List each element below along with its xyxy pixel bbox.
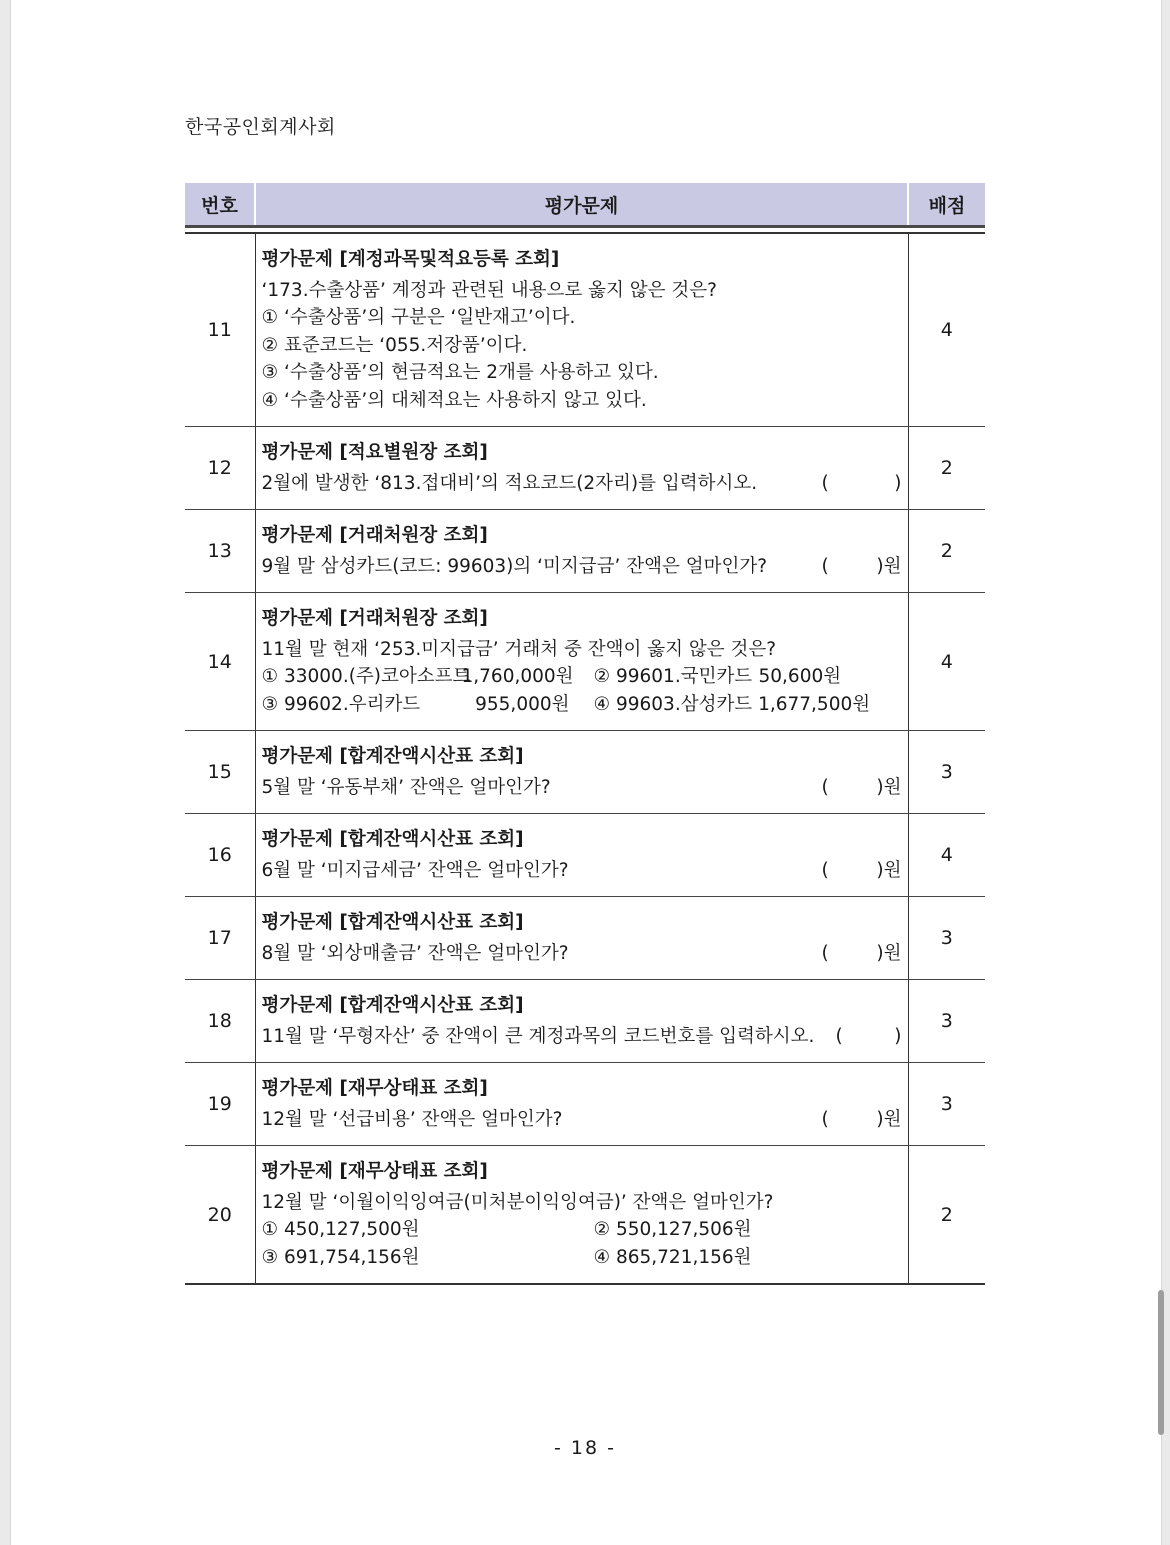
- question-points: 3: [908, 1063, 985, 1146]
- question-title: 평가문제 [합계잔액시산표 조회]: [261, 746, 524, 767]
- header-points: 배점: [908, 183, 985, 227]
- header-question: 평가문제: [255, 183, 908, 227]
- question-text: 12월 말 ‘선급비용’ 잔액은 얼마인가?: [261, 1108, 563, 1130]
- option-1: ① 450,127,500원: [261, 1219, 420, 1240]
- question-text: 8월 말 ‘외상매출금’ 잔액은 얼마인가?: [261, 942, 569, 964]
- question-title: 평가문제 [합계잔액시산표 조회]: [261, 995, 524, 1016]
- question-points: 2: [908, 1146, 985, 1285]
- question-title: 평가문제 [재무상태표 조회]: [261, 1161, 488, 1182]
- table-row: [185, 814, 985, 897]
- table-row: [185, 593, 985, 731]
- option-4: ④ ‘수출상품’의 대체적요는 사용하지 않고 있다.: [261, 389, 647, 411]
- question-points: 2: [908, 510, 985, 593]
- option-1: ① 33000.(주)코아소프트1,760,000원: [261, 666, 574, 687]
- question-cell: [255, 1146, 908, 1285]
- question-points: 4: [908, 814, 985, 897]
- question-points: 4: [908, 593, 985, 731]
- question-points: 3: [908, 731, 985, 814]
- question-cell: [255, 980, 908, 1063]
- option-4: ④ 99603.삼성카드 1,677,500원: [593, 693, 871, 715]
- table-row: [185, 427, 985, 510]
- question-text: 6월 말 ‘미지급세금’ 잔액은 얼마인가?: [261, 859, 569, 881]
- table-row: [185, 1063, 985, 1146]
- question-text: 12월 말 ‘이월이익잉여금(미처분이익잉여금)’ 잔액은 얼마인가?: [261, 1191, 774, 1213]
- answer-blank[interactable]: ( )원: [821, 776, 902, 798]
- question-cell: [255, 731, 908, 814]
- question-cell: [255, 510, 908, 593]
- question-text: 2월에 발생한 ‘813.접대비’의 적요코드(2자리)를 입력하시오.: [261, 472, 758, 494]
- page-number: - 18 -: [554, 1437, 616, 1459]
- question-number: 15: [185, 731, 255, 814]
- question-text: 11월 말 현재 ‘253.미지급금’ 거래처 중 잔액이 옳지 않은 것은?: [261, 638, 777, 660]
- question-text: 5월 말 ‘유동부채’ 잔액은 얼마인가?: [261, 776, 551, 798]
- question-number: 17: [185, 897, 255, 980]
- question-cell: [255, 233, 908, 427]
- question-number: 18: [185, 980, 255, 1063]
- question-cell: [255, 1063, 908, 1146]
- question-number: 14: [185, 593, 255, 731]
- table-row: [185, 510, 985, 593]
- question-number: 12: [185, 427, 255, 510]
- table-row: [185, 233, 985, 427]
- table-row: [185, 731, 985, 814]
- option-2: ② 550,127,506원: [593, 1219, 752, 1240]
- scrollbar-thumb[interactable]: [1158, 1290, 1164, 1435]
- organization-name: 한국공인회계사회: [185, 116, 336, 138]
- option-3: ③ 99602.우리카드 955,000원: [261, 693, 570, 715]
- question-cell: [255, 593, 908, 731]
- option-3: ③ ‘수출상품’의 현금적요는 2개를 사용하고 있다.: [261, 362, 659, 383]
- option-1: ① ‘수출상품’의 구분은 ‘일반재고’이다.: [261, 307, 576, 328]
- question-points: 3: [908, 980, 985, 1063]
- question-number: 11: [185, 233, 255, 427]
- table-row: [185, 1146, 985, 1285]
- question-cell: [255, 427, 908, 510]
- question-points: 3: [908, 897, 985, 980]
- question-title: 평가문제 [재무상태표 조회]: [261, 1078, 488, 1099]
- answer-blank[interactable]: ( )원: [821, 555, 902, 577]
- question-cell: [255, 814, 908, 897]
- answer-blank[interactable]: ( )원: [821, 1108, 902, 1130]
- question-cell: [255, 897, 908, 980]
- question-title: 평가문제 [계정과목및적요등록 조회]: [261, 249, 560, 270]
- option-2: ② 99601.국민카드 50,600원: [593, 666, 842, 687]
- option-2: ② 표준코드는 ‘055.저장품’이다.: [261, 334, 528, 356]
- table-row: [185, 897, 985, 980]
- question-number: 20: [185, 1146, 255, 1285]
- question-table: [185, 183, 985, 1285]
- question-title: 평가문제 [거래처원장 조회]: [261, 608, 488, 629]
- question-points: 4: [908, 233, 985, 427]
- question-text: ‘173.수출상품’ 계정과 관련된 내용으로 옳지 않은 것은?: [261, 279, 717, 301]
- question-number: 16: [185, 814, 255, 897]
- option-3: ③ 691,754,156원: [261, 1246, 420, 1268]
- answer-blank[interactable]: ( )원: [821, 859, 902, 881]
- header-number: 번호: [185, 183, 255, 227]
- option-4: ④ 865,721,156원: [593, 1246, 752, 1268]
- question-text: 11월 말 ‘무형자산’ 중 잔액이 큰 계정과목의 코드번호를 입력하시오.: [261, 1025, 815, 1047]
- table-row: [185, 980, 985, 1063]
- answer-blank[interactable]: ( ): [835, 1025, 902, 1047]
- question-number: 13: [185, 510, 255, 593]
- question-title: 평가문제 [합계잔액시산표 조회]: [261, 912, 524, 933]
- question-number: 19: [185, 1063, 255, 1146]
- question-title: 평가문제 [거래처원장 조회]: [261, 525, 488, 546]
- answer-blank[interactable]: ( ): [821, 472, 902, 494]
- question-title: 평가문제 [합계잔액시산표 조회]: [261, 829, 524, 850]
- answer-blank[interactable]: ( )원: [821, 942, 902, 964]
- question-title: 평가문제 [적요별원장 조회]: [261, 442, 488, 463]
- question-points: 2: [908, 427, 985, 510]
- question-text: 9월 말 삼성카드(코드: 99603)의 ‘미지급금’ 잔액은 얼마인가?: [261, 555, 768, 577]
